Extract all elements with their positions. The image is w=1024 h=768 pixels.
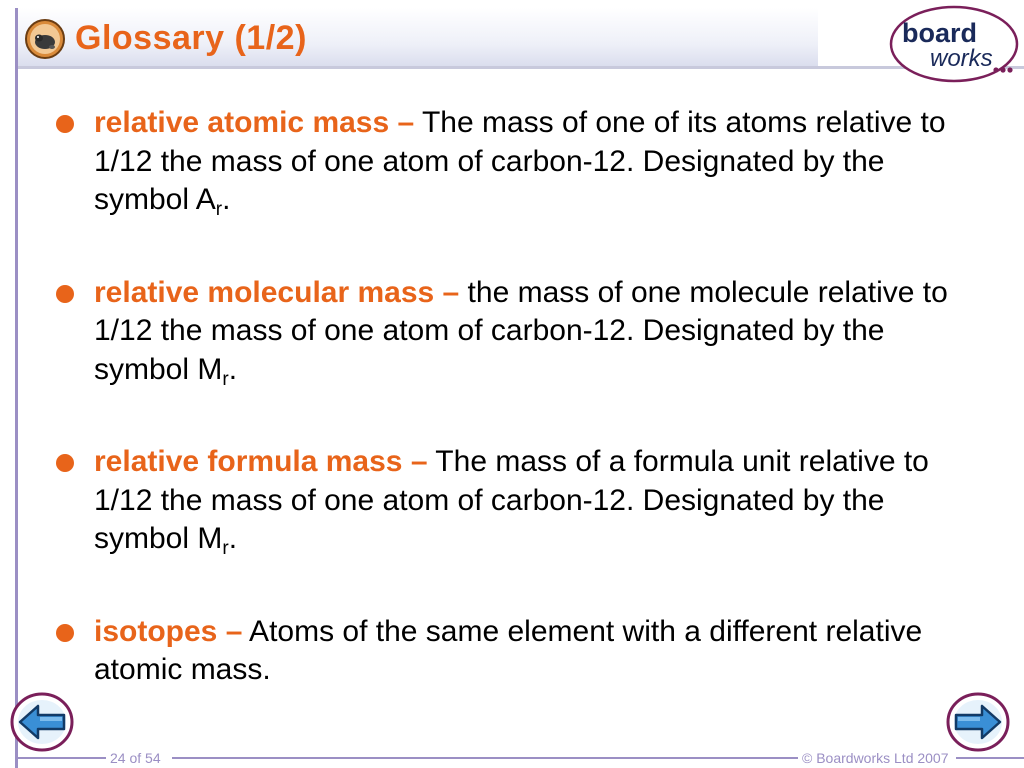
suffix: . [228,352,238,386]
symbol-subscript: r [222,368,229,390]
footer-line-right [956,757,1024,759]
copyright-text: © Boardworks Ltd 2007 [798,750,953,766]
symbol: A [195,183,216,216]
footer-line-left [18,757,108,759]
glossary-item [56,443,956,559]
back-arrow-icon[interactable] [10,692,74,752]
bullet-icon [56,115,74,133]
suffix: . [222,183,231,216]
glossary-term: isotopes – [94,614,243,648]
footer-line-middle [172,757,798,759]
symbol: M [197,352,223,386]
glossary-term: relative formula mass – [94,445,428,478]
title-underline [18,66,1024,69]
symbol-subscript: r [215,199,223,220]
glossary-term: relative atomic mass – [94,106,415,139]
page-indicator: 24 of 54 [106,750,165,766]
symbol: M [197,522,223,555]
glossary-definition: The mass of a formula unit relative to 1/12 the mass of one atom of carbon-12. Designated by the symbol [94,445,929,555]
glossary-item [56,613,956,690]
svg-text:works: works [930,45,993,72]
bullet-icon [56,454,74,472]
glossary-definition: The mass of one of its atoms relative to 1/12 the mass of one atom of carbon-12. Designated by the symbol [94,106,946,216]
glossary-item [56,104,956,220]
forward-arrow-icon[interactable] [946,692,1010,752]
symbol-subscript: r [222,538,229,559]
boardworks-logo [888,4,1022,84]
svg-text:board: board [902,18,978,48]
bullet-icon [56,285,74,303]
suffix: . [228,522,238,555]
mole-icon [24,18,66,60]
glossary-item [56,274,956,390]
glossary-definition: the mass of one molecule relative to 1/12 the mass of one atom of carbon-12. Designated by the symbol [94,275,948,386]
glossary-definition: Atoms of the same element with a different relative atomic mass. [94,614,923,686]
glossary-term: relative molecular mass – [94,275,460,309]
left-frame-line [15,8,18,768]
page-title: Glossary (1/2) [75,19,307,57]
glossary-list [56,104,956,690]
bullet-icon [56,624,74,642]
